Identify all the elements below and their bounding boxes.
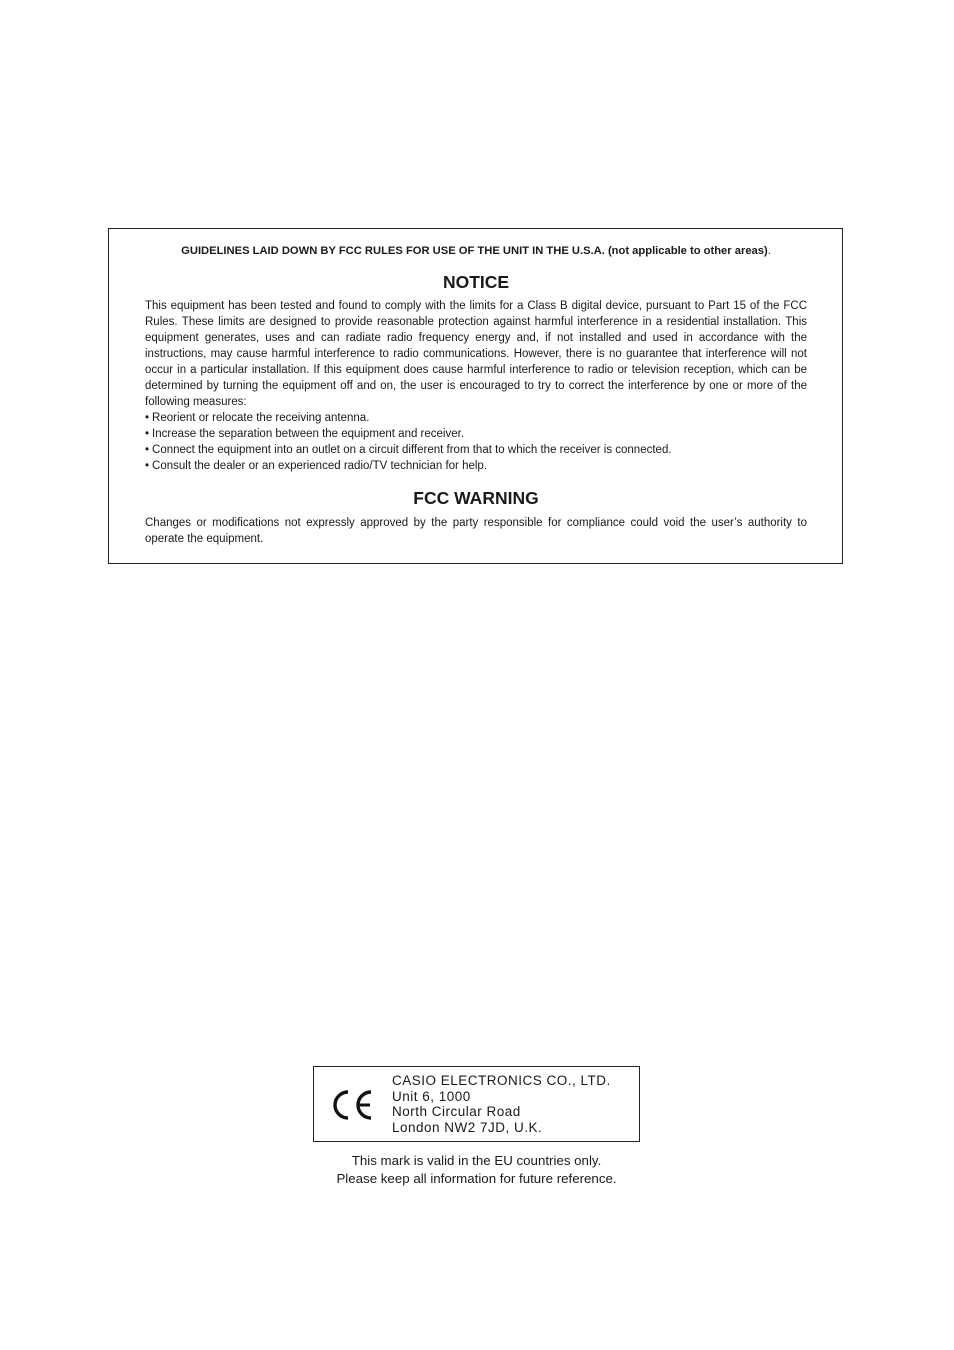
measure-item: • Reorient or relocate the receiving antenna.: [145, 410, 807, 426]
ce-validity-note: [313, 1152, 640, 1188]
measure-item: • Connect the equipment into an outlet on a circuit different from that to which the receiver is connected.: [145, 442, 807, 458]
manufacturer-address: [392, 1073, 611, 1135]
ce-mark-icon: [332, 1089, 374, 1121]
measures-list: [145, 410, 807, 474]
fcc-guidelines-heading-text: GUIDELINES LAID DOWN BY FCC RULES FOR USE OF THE UNIT IN THE U.S.A. (not applicable to other areas): [181, 245, 768, 257]
fcc-guidelines-heading-period: .: [767, 245, 771, 257]
ce-note-line: Please keep all information for future reference.: [336, 1171, 617, 1186]
address-line: London NW2 7JD, U.K.: [392, 1119, 543, 1135]
address-line: Unit 6, 1000: [392, 1088, 471, 1104]
measure-item: • Consult the dealer or an experienced radio/TV technician for help.: [145, 458, 807, 474]
ce-marking-box: [313, 1066, 640, 1142]
notice-body: This equipment has been tested and found to comply with the limits for a Class B digital device, pursuant to Part 15 of the FCC Rules. These limits are designed to provide reasonable protection against harmful interference in a residential installation. This equipment generates, uses and can radiate radio frequency energy and, if not installed and used in accordance with the instructions, may cause harmful interference to radio communications. However, there is no guarantee that interference will not occur in a particular installation. If this equipment does cause harmful interference to radio or television reception, which can be determined by turning the equipment off and on, the user is encouraged to try to correct the interference by one or more of the following measures:: [145, 300, 807, 408]
measure-item: • Increase the separation between the equipment and receiver.: [145, 426, 807, 442]
fcc-warning-title: FCC WARNING: [413, 488, 539, 508]
address-line: North Circular Road: [392, 1104, 521, 1119]
ce-note-line: This mark is valid in the EU countries only.: [351, 1153, 602, 1168]
fcc-guidelines-heading: [145, 244, 807, 259]
fcc-notice-box: [108, 228, 843, 564]
address-line: CASIO ELECTRONICS CO., LTD.: [392, 1073, 611, 1088]
fcc-warning-body: Changes or modifications not expressly approved by the party responsible for compliance could void the user’s authority to operate the equipment.: [145, 517, 807, 545]
notice-title: NOTICE: [442, 272, 510, 292]
